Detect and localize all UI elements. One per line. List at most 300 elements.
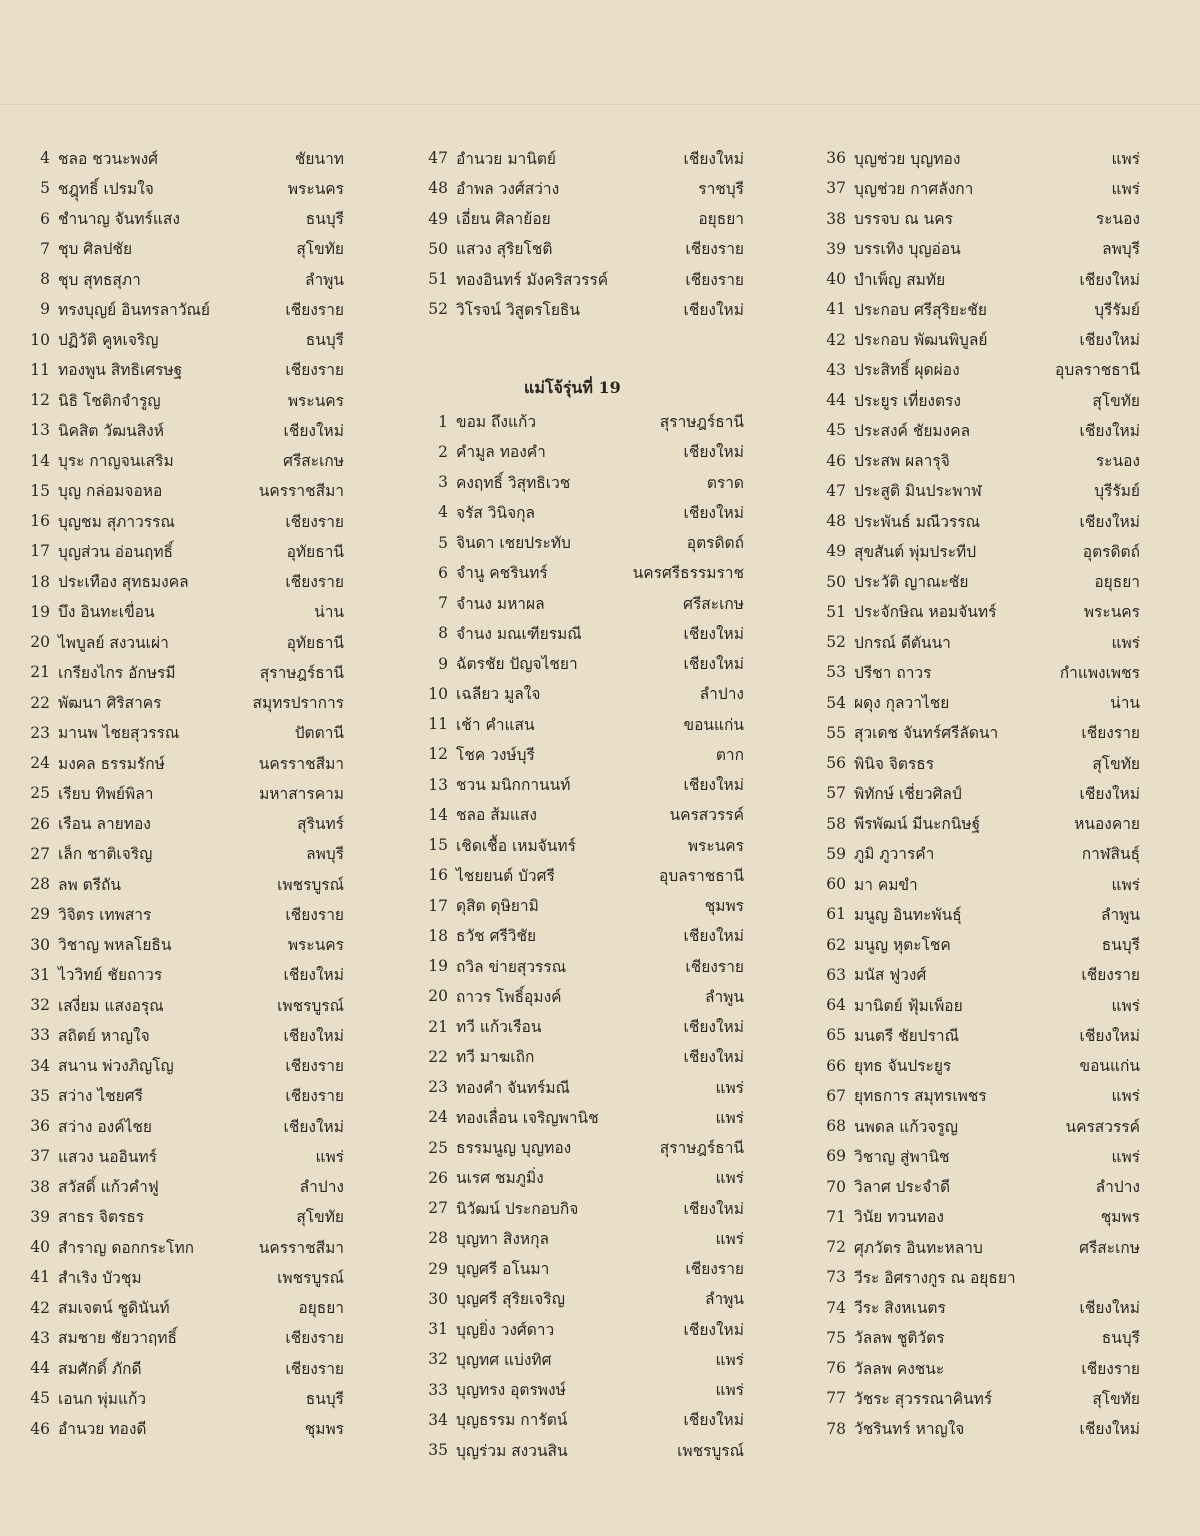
- entry-number: 14: [428, 805, 448, 824]
- province-name: แพร่: [1111, 1147, 1140, 1166]
- province-name: อยุธยา: [1094, 573, 1140, 592]
- province-name: ราชบุรี: [698, 179, 744, 198]
- province-name: เชียงใหม่: [1079, 421, 1140, 440]
- entry-number: 47: [826, 481, 846, 500]
- province-name: สุราษฎร์ธานี: [659, 1139, 744, 1158]
- province-name: เชียงราย: [285, 1057, 344, 1076]
- list-item: [818, 234, 1140, 264]
- list-item: [420, 1405, 744, 1435]
- entry-number: 37: [826, 179, 846, 198]
- province-name: แพร่: [1111, 996, 1140, 1015]
- province-name: เชียงใหม่: [1079, 1026, 1140, 1045]
- list-item: [22, 1111, 344, 1141]
- province-name: ชุมพร: [704, 897, 744, 916]
- entry-number: 49: [826, 542, 846, 561]
- list-item: [420, 1435, 744, 1465]
- person-name: วิลาศ ประจำดี: [854, 1178, 951, 1197]
- province-name: เชียงราย: [685, 270, 744, 289]
- list-item: [22, 657, 344, 687]
- list-item: [818, 869, 1140, 899]
- list-item: [818, 1202, 1140, 1232]
- name-list-column-1: [22, 143, 344, 1444]
- person-name: มนัส ฟูวงศ์: [854, 966, 927, 985]
- person-name: บุญศรี สุริยเจริญ: [456, 1290, 565, 1309]
- province-name: สุโขทัย: [1092, 391, 1140, 410]
- entry-number: 7: [40, 239, 50, 258]
- person-name: อำพล วงศ์สว่าง: [456, 179, 560, 198]
- person-name: เรือน ลายทอง: [58, 815, 151, 834]
- person-name: ขอม ถึงแก้ว: [456, 413, 537, 432]
- person-name: ทองเลื่อน เจริญพานิช: [456, 1108, 599, 1127]
- entry-number: 62: [826, 935, 846, 954]
- province-name: เชียงราย: [1081, 724, 1140, 743]
- list-item: [420, 891, 744, 921]
- province-name: ศรีสะเกษ: [683, 594, 744, 613]
- list-item: [22, 1414, 344, 1444]
- list-item: [818, 748, 1140, 778]
- list-item: [420, 173, 744, 203]
- entry-number: 37: [30, 1147, 50, 1166]
- person-name: บุญ กล่อมจอหอ: [58, 482, 163, 501]
- province-name: ลพบุรี: [306, 845, 344, 864]
- person-name: ประวัติ ญาณะชัย: [854, 573, 969, 592]
- list-item: [22, 869, 344, 899]
- province-name: บุรีรัมย์: [1094, 300, 1140, 319]
- person-name: มานิตย์ ฟุ้มเพ็อย: [854, 996, 963, 1015]
- list-item: [22, 718, 344, 748]
- list-item: [818, 839, 1140, 869]
- name-list-section: [420, 407, 744, 1466]
- entry-number: 70: [826, 1177, 846, 1196]
- province-name: เชียงราย: [1081, 1359, 1140, 1378]
- list-item: [818, 264, 1140, 294]
- entry-number: 22: [428, 1047, 448, 1066]
- province-name: ตาก: [715, 745, 744, 764]
- province-name: บุรีรัมย์: [1094, 482, 1140, 501]
- person-name: วิจิตร เทพสาร: [58, 905, 152, 924]
- name-list-column-3: [818, 143, 1140, 1444]
- province-name: เชียงใหม่: [683, 1320, 744, 1339]
- list-item: [22, 325, 344, 355]
- list-item: [420, 234, 744, 264]
- province-name: เชียงราย: [285, 1329, 344, 1348]
- list-item: [22, 355, 344, 385]
- entry-number: 65: [826, 1026, 846, 1045]
- person-name: บรรจบ ณ นคร: [854, 210, 953, 229]
- province-name: กาฬสินธุ์: [1081, 845, 1140, 864]
- list-item: [420, 528, 744, 558]
- person-name: บึง อินทะเขื่อน: [58, 603, 155, 622]
- person-name: บุญทา สิงหกุล: [456, 1229, 550, 1248]
- province-name: แพร่: [1111, 633, 1140, 652]
- person-name: พีรพัฒน์ มีนะกนิษฐ์: [854, 815, 981, 834]
- entry-number: 55: [826, 723, 846, 742]
- province-name: แพร่: [1111, 1087, 1140, 1106]
- list-item: [818, 1353, 1140, 1383]
- name-list-continuation: [420, 143, 744, 325]
- province-name: แพร่: [715, 1381, 744, 1400]
- list-item: [22, 1051, 344, 1081]
- entry-number: 29: [30, 905, 50, 924]
- entry-number: 72: [826, 1238, 846, 1257]
- entry-number: 8: [40, 270, 50, 289]
- province-name: กำแพงเพชร: [1059, 663, 1140, 682]
- entry-number: 51: [826, 602, 846, 621]
- person-name: เกรียงไกร อักษรมี: [58, 663, 176, 682]
- province-name: เชียงราย: [285, 361, 344, 380]
- list-item: [420, 588, 744, 618]
- section-heading: แม่โจ้รุ่นที่ 19: [524, 377, 621, 397]
- entry-number: 4: [438, 503, 448, 522]
- province-name: ธนบุรี: [305, 1389, 344, 1408]
- person-name: บำเพ็ญ สมทัย: [854, 270, 946, 289]
- list-item: [22, 506, 344, 536]
- list-item: [420, 1375, 744, 1405]
- person-name: คงฤทธิ์ วิสุทธิเวช: [456, 473, 571, 492]
- person-name: ดุสิต ดุษิยามิ: [456, 897, 539, 916]
- list-item: [420, 679, 744, 709]
- person-name: สวัสดิ์ แก้วคำฟู: [58, 1178, 159, 1197]
- province-name: อุบลราชธานี: [659, 866, 744, 885]
- province-name: ชุมพร: [1100, 1208, 1140, 1227]
- province-name: ชุมพร: [304, 1420, 344, 1439]
- list-item: [22, 1172, 344, 1202]
- list-item: [818, 325, 1140, 355]
- province-name: นครสวรรค์: [669, 806, 744, 825]
- entry-number: 27: [30, 844, 50, 863]
- entry-number: 66: [826, 1056, 846, 1075]
- list-item: [818, 778, 1140, 808]
- entry-number: 39: [826, 239, 846, 258]
- person-name: ประสพ ผลารุจิ: [854, 452, 950, 471]
- province-name: แพร่: [1111, 875, 1140, 894]
- province-name: ลำปาง: [699, 685, 744, 704]
- province-name: เชียงราย: [685, 957, 744, 976]
- province-name: เชียงใหม่: [683, 1048, 744, 1067]
- list-item: [22, 839, 344, 869]
- list-item: [818, 899, 1140, 929]
- person-name: มานพ ไชยสุวรรณ: [58, 724, 180, 743]
- list-item: [818, 294, 1140, 324]
- list-item: [818, 1172, 1140, 1202]
- province-name: แพร่: [715, 1169, 744, 1188]
- list-item: [420, 800, 744, 830]
- province-name: ปัตตานี: [294, 724, 344, 743]
- entry-number: 22: [30, 693, 50, 712]
- entry-number: 18: [428, 926, 448, 945]
- entry-number: 42: [826, 330, 846, 349]
- entry-number: 48: [428, 179, 448, 198]
- list-item: [420, 143, 744, 173]
- list-item: [22, 990, 344, 1020]
- person-name: ประกอบ ศรีสุริยะชัย: [854, 300, 987, 319]
- entry-number: 52: [826, 633, 846, 652]
- list-item: [22, 1293, 344, 1323]
- entry-number: 46: [30, 1419, 50, 1438]
- person-name: ปฏิวัติ คูหเจริญ: [58, 331, 159, 350]
- list-item: [420, 739, 744, 769]
- list-item: [818, 718, 1140, 748]
- entry-number: 75: [826, 1328, 846, 1347]
- person-name: ชลอ ชวนะพงศ์: [58, 149, 159, 168]
- province-name: พระนคร: [287, 179, 344, 198]
- province-name: นครราชสีมา: [258, 754, 344, 773]
- province-name: เชียงใหม่: [683, 927, 744, 946]
- person-name: นเรศ ชมภูมิ่ง: [456, 1169, 544, 1188]
- list-item: [22, 294, 344, 324]
- province-name: เชียงใหม่: [1079, 331, 1140, 350]
- person-name: วัลลพ คงชนะ: [854, 1359, 945, 1378]
- section-gap: [420, 325, 744, 370]
- province-name: สุโขทัย: [296, 1208, 344, 1227]
- person-name: นิวัฒน์ ประกอบกิจ: [456, 1199, 579, 1218]
- person-name: วีระ สิงหเนตร: [854, 1299, 946, 1318]
- entry-number: 32: [30, 996, 50, 1015]
- list-item: [420, 1133, 744, 1163]
- list-item: [420, 1223, 744, 1253]
- entry-number: 24: [428, 1108, 448, 1127]
- person-name: ธวัช ศรีวิชัย: [456, 927, 537, 946]
- entry-number: 23: [428, 1078, 448, 1097]
- entry-number: 40: [826, 270, 846, 289]
- entry-number: 8: [438, 624, 448, 643]
- list-item: [420, 1284, 744, 1314]
- province-name: สุโขทัย: [1092, 1389, 1140, 1408]
- province-name: พระนคร: [1083, 603, 1140, 622]
- entry-number: 12: [30, 391, 50, 410]
- person-name: ทรงบุญย์ อินทรลาวัณย์: [58, 300, 210, 319]
- entry-number: 30: [428, 1289, 448, 1308]
- person-name: บุญทรง อุตรพงษ์: [456, 1381, 566, 1400]
- person-name: วัชระ สุวรรณาคินทร์: [854, 1389, 993, 1408]
- province-name: อุตรดิตถ์: [686, 534, 744, 553]
- person-name: ถาวร โพธิ์อุมงค์: [456, 987, 562, 1006]
- person-name: ยุทธ จันประยูร: [854, 1057, 952, 1076]
- page-fold-line: [0, 104, 1200, 106]
- province-name: ศรีสะเกษ: [283, 452, 344, 471]
- entry-number: 71: [826, 1207, 846, 1226]
- entry-number: 51: [428, 270, 448, 289]
- person-name: ฉัตรชัย ปัญจไชยา: [456, 655, 578, 674]
- list-item: [22, 385, 344, 415]
- province-name: เชียงใหม่: [683, 149, 744, 168]
- entry-number: 69: [826, 1147, 846, 1166]
- province-name: เชียงใหม่: [283, 1026, 344, 1045]
- entry-number: 78: [826, 1419, 846, 1438]
- list-item: [818, 990, 1140, 1020]
- list-item: [818, 1383, 1140, 1413]
- entry-number: 11: [428, 715, 448, 734]
- province-name: ธนบุรี: [305, 210, 344, 229]
- person-name: บุญช่วย บุญทอง: [854, 149, 961, 168]
- person-name: ชฎุทธิ์ เปรมใจ: [58, 179, 154, 198]
- list-item: [818, 1414, 1140, 1444]
- person-name: ประยูร เที่ยงตรง: [854, 391, 961, 410]
- entry-number: 10: [30, 330, 50, 349]
- entry-number: 12: [428, 745, 448, 764]
- person-name: นพดล แก้วจรูญ: [854, 1117, 958, 1136]
- person-name: สุขสันต์ พุ่มประทีป: [854, 542, 977, 561]
- province-name: นครศรีธรรมราช: [632, 564, 744, 583]
- list-item: [22, 778, 344, 808]
- entry-number: 33: [30, 1026, 50, 1045]
- entry-number: 36: [30, 1117, 50, 1136]
- province-name: สุโขทัย: [296, 240, 344, 259]
- person-name: วิโรจน์ วิสูตรโยธิน: [456, 300, 580, 319]
- person-name: มนตรี ชัยปราณี: [854, 1026, 959, 1045]
- list-item: [420, 1012, 744, 1042]
- person-name: วัชรินทร์ หาญใจ: [854, 1420, 965, 1439]
- person-name: ประสิทธิ์ ผุดผ่อง: [854, 361, 960, 380]
- entry-number: 56: [826, 754, 846, 773]
- list-item: [818, 536, 1140, 566]
- person-name: ผดุง กุลวาไชย: [854, 694, 950, 713]
- province-name: ลำพูน: [1100, 905, 1140, 924]
- province-name: เชียงราย: [1081, 966, 1140, 985]
- person-name: อำนวย ทองดี: [58, 1420, 147, 1439]
- province-name: ลำปาง: [1095, 1178, 1140, 1197]
- province-name: เชียงราย: [285, 1087, 344, 1106]
- entry-number: 34: [30, 1056, 50, 1075]
- person-name: พิทักษ์ เชี่ยวศิลป์: [854, 784, 962, 803]
- person-name: ภูมิ ภูวารคำ: [854, 845, 935, 864]
- list-item: [22, 234, 344, 264]
- province-name: ขอนแก่น: [683, 715, 744, 734]
- entry-number: 5: [40, 179, 50, 198]
- province-name: น่าน: [1110, 694, 1140, 713]
- person-name: พินิจ จิตรธร: [854, 754, 935, 773]
- person-name: ทองคำ จันทร์มณี: [456, 1078, 570, 1097]
- province-name: เพชรบูรณ์: [277, 996, 344, 1015]
- person-name: สถิตย์ หาญใจ: [58, 1026, 150, 1045]
- entry-number: 36: [826, 149, 846, 168]
- list-item: [818, 143, 1140, 173]
- entry-number: 13: [428, 775, 448, 794]
- province-name: เชียงใหม่: [1079, 784, 1140, 803]
- province-name: เพชรบูรณ์: [277, 875, 344, 894]
- list-item: [420, 1254, 744, 1284]
- list-item: [818, 809, 1140, 839]
- province-name: เชียงราย: [285, 905, 344, 924]
- list-item: [420, 1042, 744, 1072]
- person-name: เรียบ ทิพย์พิลา: [58, 784, 154, 803]
- province-name: แพร่: [715, 1229, 744, 1248]
- entry-number: 64: [826, 996, 846, 1015]
- person-name: ทวี แก้วเรือน: [456, 1018, 542, 1037]
- person-name: อำนวย มานิตย์: [456, 149, 556, 168]
- person-name: บุญส่วน อ่อนฤทธิ์: [58, 542, 174, 561]
- entry-number: 17: [30, 542, 50, 561]
- entry-number: 43: [826, 360, 846, 379]
- list-item: [818, 415, 1140, 445]
- province-name: น่าน: [314, 603, 344, 622]
- province-name: ชัยนาท: [294, 149, 344, 168]
- list-item: [818, 627, 1140, 657]
- list-item: [22, 1020, 344, 1050]
- province-name: เชียงใหม่: [283, 1117, 344, 1136]
- list-item: [22, 960, 344, 990]
- province-name: เชียงใหม่: [683, 624, 744, 643]
- list-item: [420, 649, 744, 679]
- province-name: พระนคร: [287, 936, 344, 955]
- person-name: บุญช่วย กาศลังกา: [854, 179, 974, 198]
- person-name: เอนก พุ่มแก้ว: [58, 1389, 147, 1408]
- list-item: [420, 467, 744, 497]
- entry-number: 38: [30, 1177, 50, 1196]
- list-item: [818, 1051, 1140, 1081]
- person-name: บรรเทิง บุญอ่อน: [854, 240, 961, 259]
- province-name: ลำพูน: [304, 270, 344, 289]
- list-item: [420, 437, 744, 467]
- person-name: ประสูติ มินประพาฬ: [854, 482, 982, 501]
- entry-number: 73: [826, 1268, 846, 1287]
- list-item: [22, 899, 344, 929]
- province-name: เชียงใหม่: [1079, 512, 1140, 531]
- province-name: ลำพูน: [704, 1290, 744, 1309]
- province-name: เชียงใหม่: [683, 300, 744, 319]
- province-name: แพร่: [715, 1078, 744, 1097]
- province-name: สมุทรปราการ: [252, 694, 344, 713]
- person-name: จำนง มหาผล: [456, 594, 545, 613]
- province-name: อุบลราชธานี: [1055, 361, 1140, 380]
- entry-number: 28: [428, 1229, 448, 1248]
- person-name: ทองอินทร์ มังคริสวรรค์: [456, 270, 609, 289]
- entry-number: 63: [826, 965, 846, 984]
- entry-number: 76: [826, 1359, 846, 1378]
- province-name: เชียงใหม่: [683, 1411, 744, 1430]
- list-item: [420, 981, 744, 1011]
- list-item: [818, 960, 1140, 990]
- province-name: เชียงใหม่: [683, 1018, 744, 1037]
- person-name: บุญชม สุภาวรรณ: [58, 512, 175, 531]
- entry-number: 26: [30, 814, 50, 833]
- list-item: [818, 930, 1140, 960]
- list-item: [420, 770, 744, 800]
- list-item: [818, 657, 1140, 687]
- list-item: [818, 1232, 1140, 1262]
- person-name: สำราญ ดอกกระโทก: [58, 1238, 195, 1257]
- list-item: [22, 1323, 344, 1353]
- person-name: ประพันธ์ มณีวรรณ: [854, 512, 981, 531]
- province-name: เชียงใหม่: [683, 655, 744, 674]
- entry-number: 58: [826, 814, 846, 833]
- person-name: เล็ก ชาติเจริญ: [58, 845, 153, 864]
- list-item: [818, 355, 1140, 385]
- person-name: ลพ ตรีถัน: [58, 875, 122, 894]
- list-item: [818, 1293, 1140, 1323]
- entry-number: 38: [826, 209, 846, 228]
- person-name: มนูญ หุตะโชค: [854, 936, 951, 955]
- entry-number: 15: [30, 481, 50, 500]
- entry-number: 48: [826, 512, 846, 531]
- list-item: [22, 264, 344, 294]
- entry-number: 20: [428, 987, 448, 1006]
- list-item: [22, 446, 344, 476]
- list-item: [22, 1353, 344, 1383]
- list-item: [420, 709, 744, 739]
- person-name: บุญร่วม สงวนสิน: [456, 1441, 568, 1460]
- list-item: [22, 597, 344, 627]
- province-name: อยุธยา: [698, 210, 744, 229]
- entry-number: 50: [826, 572, 846, 591]
- list-item: [420, 204, 744, 234]
- person-name: นิธิ โชติกจำรูญ: [58, 391, 161, 410]
- person-name: สว่าง ไชยศรี: [58, 1087, 143, 1106]
- entry-number: 19: [428, 957, 448, 976]
- entry-number: 33: [428, 1380, 448, 1399]
- list-item: [22, 1262, 344, 1292]
- province-name: แพร่: [1111, 149, 1140, 168]
